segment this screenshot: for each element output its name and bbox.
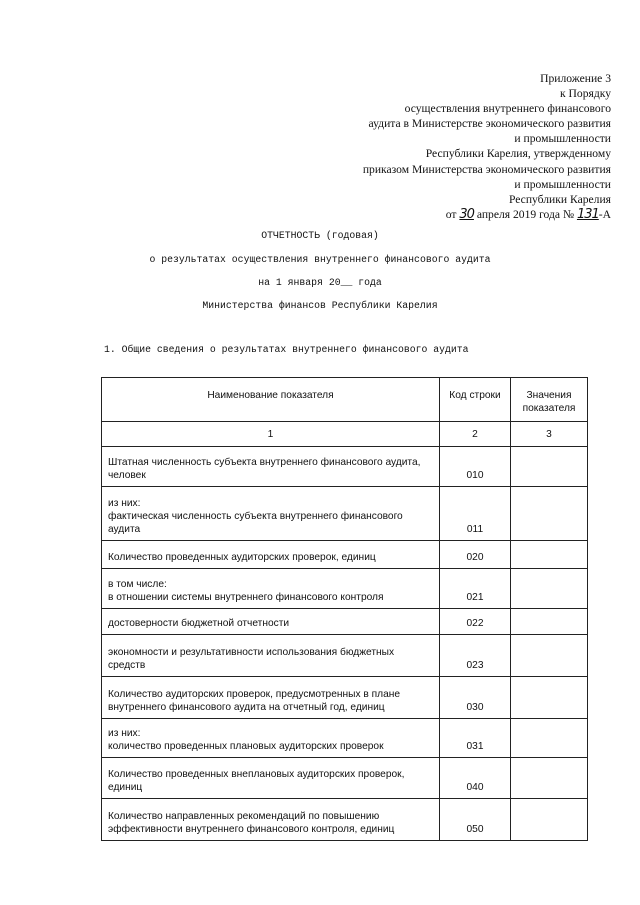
- order-date-line: [363, 207, 611, 222]
- value-cell[interactable]: [511, 447, 588, 487]
- indicator-text-line: человек: [108, 470, 146, 481]
- row-code: 040: [440, 758, 511, 799]
- value-cell[interactable]: [511, 719, 588, 758]
- table-row: [102, 799, 588, 841]
- indicator-text-line: Количество направленных рекомендаций по повышению: [108, 811, 380, 822]
- indicator-name: [102, 758, 440, 799]
- approval-header: [363, 71, 611, 222]
- column-number: 1: [102, 422, 440, 447]
- row-code: 022: [440, 609, 511, 635]
- indicator-name: [102, 677, 440, 719]
- indicator-text-line: количество проведенных плановых аудиторских проверок: [108, 741, 384, 752]
- header-line: осуществления внутреннего финансового: [404, 102, 611, 116]
- row-code: 030: [440, 677, 511, 719]
- indicator-text-line: фактическая численность субъекта внутреннего финансового: [108, 511, 403, 522]
- column-numbers-row: [102, 422, 588, 447]
- header-line: и промышленности: [514, 177, 611, 191]
- header-line: приказом Министерства экономического развития: [362, 162, 611, 176]
- indicator-name: [102, 569, 440, 609]
- date-prefix: от: [445, 207, 457, 221]
- indicator-text-line: внутреннего финансового аудита на отчетный год, единиц: [108, 702, 385, 713]
- header-line: Республики Карелия: [508, 192, 611, 206]
- value-cell[interactable]: [511, 799, 588, 841]
- report-subtitle: о результатах осуществления внутреннего финансового аудита: [149, 254, 491, 265]
- value-cell[interactable]: [511, 635, 588, 677]
- value-cell[interactable]: [511, 487, 588, 541]
- report-date: на 1 января 20__ года: [258, 277, 382, 288]
- indicator-text-line: эффективности внутреннего финансового контроля, единиц: [108, 824, 395, 835]
- header-line: к Порядку: [560, 87, 611, 101]
- indicator-name: [102, 609, 440, 635]
- header-line: и промышленности: [514, 132, 611, 146]
- row-code: 031: [440, 719, 511, 758]
- date-middle: апреля 2019 года №: [476, 207, 575, 221]
- indicator-text-line: достоверности бюджетной отчетности: [108, 618, 290, 629]
- header-name: Наименование показателя: [102, 378, 440, 422]
- value-cell[interactable]: [511, 758, 588, 799]
- indicator-text-line: Количество аудиторских проверок, предусмотренных в плане: [108, 689, 401, 700]
- row-code: 011: [440, 487, 511, 541]
- row-code: 050: [440, 799, 511, 841]
- indicator-text-line: из них:: [108, 728, 141, 739]
- indicator-name: [102, 799, 440, 841]
- table-row: [102, 541, 588, 569]
- table-row: [102, 609, 588, 635]
- handwritten-day: 30: [459, 206, 474, 222]
- value-cell[interactable]: [511, 569, 588, 609]
- indicator-text-line: Штатная численность субъекта внутреннего финансового аудита,: [108, 457, 421, 468]
- table-row: [102, 719, 588, 758]
- header-line: Приложение 3: [540, 72, 611, 85]
- indicator-text-line: в отношении системы внутреннего финансового контроля: [108, 592, 384, 603]
- table-row: [102, 677, 588, 719]
- row-code: 021: [440, 569, 511, 609]
- header-value: Значения показателя: [511, 378, 588, 422]
- table-row: [102, 447, 588, 487]
- table-header-row: [102, 378, 588, 422]
- value-cell[interactable]: [511, 609, 588, 635]
- report-organization: Министерства финансов Республики Карелия: [202, 300, 438, 311]
- row-code: 023: [440, 635, 511, 677]
- indicator-text-line: экономности и результативности использования бюджетных: [108, 647, 395, 658]
- section-heading: 1. Общие сведения о результатах внутреннего финансового аудита: [104, 344, 469, 355]
- value-cell[interactable]: [511, 677, 588, 719]
- row-code: 010: [440, 447, 511, 487]
- indicator-text-line: в том числе:: [108, 579, 167, 590]
- column-number: 2: [440, 422, 511, 447]
- value-cell[interactable]: [511, 541, 588, 569]
- report-title: ОТЧЕТНОСТЬ (годовая): [261, 230, 379, 241]
- handwritten-number: 131: [576, 206, 599, 222]
- number-suffix: -А: [598, 207, 611, 221]
- indicator-name: [102, 447, 440, 487]
- indicator-name: [102, 635, 440, 677]
- indicator-text-line: Количество проведенных внеплановых аудиторских проверок,: [108, 769, 405, 780]
- indicator-text-line: Количество проведенных аудиторских проверок, единиц: [108, 552, 376, 563]
- indicator-text-line: аудита: [108, 524, 141, 535]
- column-number: 3: [511, 422, 588, 447]
- indicator-name: [102, 541, 440, 569]
- table-row: [102, 487, 588, 541]
- table-row: [102, 758, 588, 799]
- header-code: Код строки: [440, 378, 511, 422]
- table-row: [102, 635, 588, 677]
- header-line: Республики Карелия, утвержденному: [425, 147, 611, 161]
- indicator-name: [102, 719, 440, 758]
- indicator-name: [102, 487, 440, 541]
- indicator-text-line: из них:: [108, 498, 141, 509]
- indicator-text-line: средств: [108, 660, 146, 671]
- row-code: 020: [440, 541, 511, 569]
- header-line: аудита в Министерстве экономического развития: [368, 117, 611, 131]
- indicators-table: [101, 377, 588, 841]
- indicator-text-line: единиц: [108, 782, 143, 793]
- table-row: [102, 569, 588, 609]
